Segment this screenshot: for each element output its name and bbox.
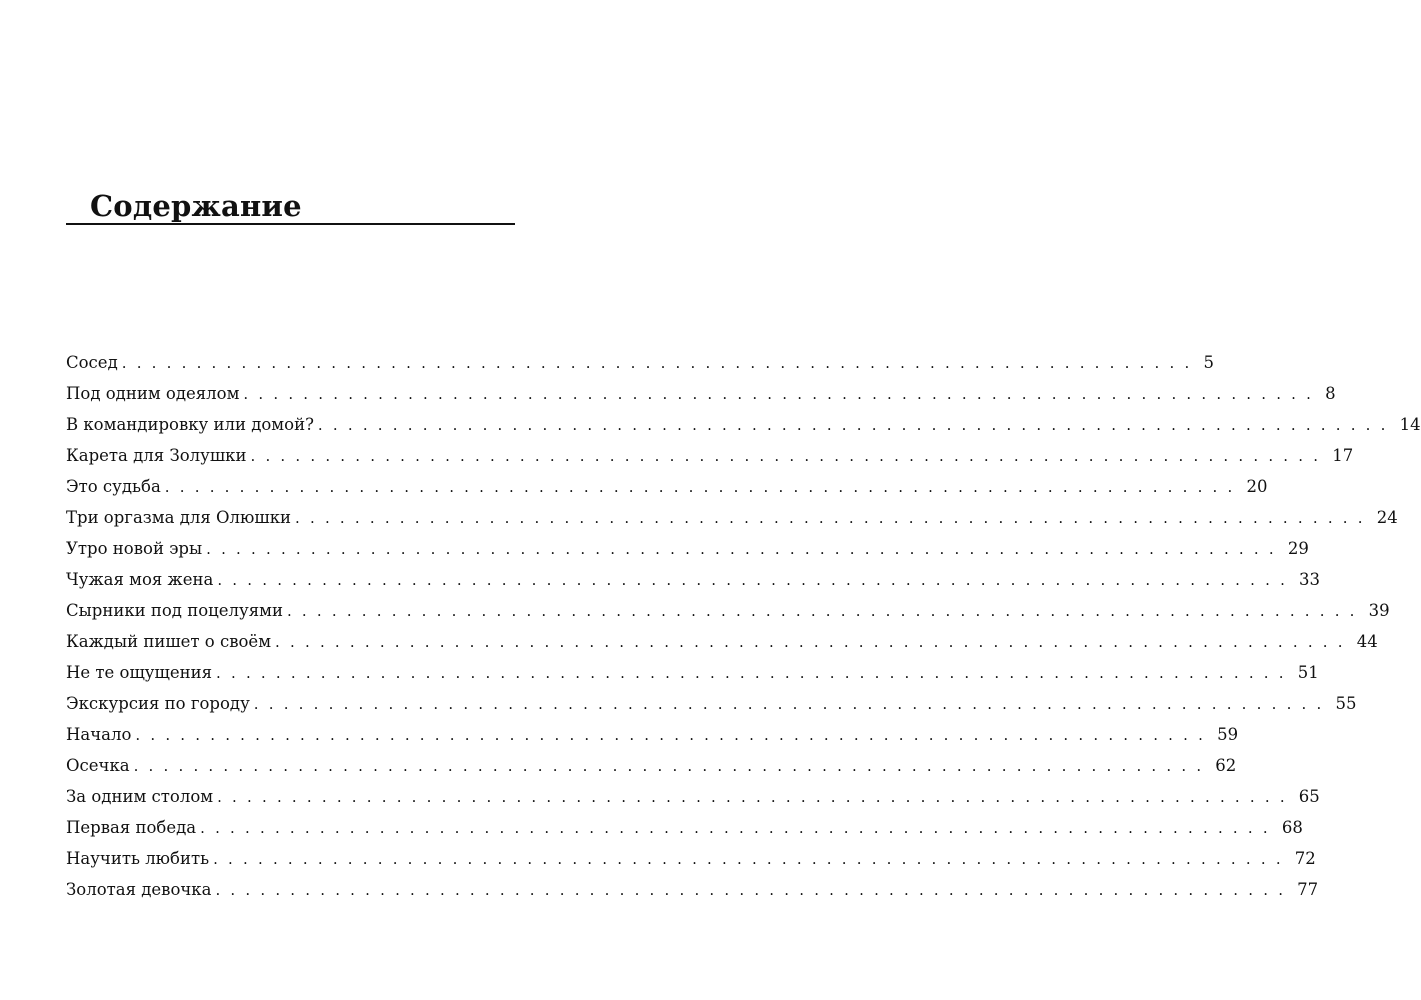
toc-dot-leader: ........................................................................ (217, 788, 1295, 806)
toc-entry-title: Первая победа (66, 818, 197, 837)
toc-dot-leader: ........................................................................ (206, 540, 1284, 558)
toc-entry[interactable] (66, 812, 1303, 843)
toc-entry-title: Экскурсия по городу (66, 694, 250, 713)
toc-page-number: 68 (1281, 818, 1303, 837)
toc-page-number: 59 (1217, 725, 1239, 744)
toc-entry[interactable] (66, 750, 1237, 781)
table-of-contents (66, 347, 1421, 905)
toc-page-number: 33 (1299, 570, 1321, 589)
toc-entry-title: Начало (66, 725, 132, 744)
toc-entry[interactable] (66, 874, 1319, 905)
toc-entry-title: Золотая девочка (66, 880, 212, 899)
toc-entry[interactable] (66, 781, 1320, 812)
toc-dot-leader: ........................................................................ (317, 416, 1396, 434)
toc-dot-leader: ........................................................................ (135, 726, 1214, 744)
toc-entry[interactable] (66, 843, 1316, 874)
page-title: Содержание (90, 189, 302, 223)
toc-dot-leader: ........................................................................ (217, 571, 1296, 589)
toc-entry-title: Не те ощущения (66, 663, 213, 682)
toc-entry-title: Каждый пишет о своём (66, 632, 272, 651)
toc-dot-leader: ........................................................................ (286, 602, 1365, 620)
toc-entry[interactable] (66, 440, 1354, 471)
toc-page-number: 55 (1335, 694, 1357, 713)
toc-dot-leader: ........................................................................ (253, 695, 1332, 713)
toc-entry[interactable] (66, 688, 1357, 719)
toc-entry-title: За одним столом (66, 787, 214, 806)
toc-entry[interactable] (66, 595, 1390, 626)
toc-entry[interactable] (66, 533, 1309, 564)
toc-entry[interactable] (66, 471, 1268, 502)
toc-entry-title: В командировку или домой? (66, 415, 314, 434)
toc-page-number: 5 (1203, 353, 1214, 372)
toc-page-number: 77 (1297, 880, 1319, 899)
title-rule (66, 223, 515, 225)
toc-dot-leader: ........................................................................ (216, 664, 1294, 682)
toc-page-number: 17 (1332, 446, 1354, 465)
toc-entry[interactable] (66, 347, 1214, 378)
toc-dot-leader: ........................................................................ (164, 478, 1243, 496)
toc-entry-title: Утро новой эры (66, 539, 203, 558)
toc-entry[interactable] (66, 657, 1319, 688)
toc-entry-title: Сосед (66, 353, 118, 372)
toc-dot-leader: ........................................................................ (215, 881, 1294, 899)
toc-page-number: 29 (1287, 539, 1309, 558)
toc-entry-title: Осечка (66, 756, 130, 775)
toc-dot-leader: ........................................................................ (275, 633, 1353, 651)
toc-dot-leader: ........................................................................ (200, 819, 1278, 837)
toc-entry[interactable] (66, 564, 1321, 595)
toc-page-number: 14 (1399, 415, 1421, 434)
toc-page-number: 8 (1325, 384, 1336, 403)
toc-page-number: 20 (1246, 477, 1268, 496)
toc-dot-leader: ........................................................................ (250, 447, 1329, 465)
toc-entry-title: Научить любить (66, 849, 210, 868)
toc-page-number: 62 (1215, 756, 1237, 775)
toc-entry-title: Сырники под поцелуями (66, 601, 283, 620)
toc-entry[interactable] (66, 626, 1378, 657)
toc-dot-leader: ........................................................................ (295, 509, 1373, 527)
toc-page-number: 65 (1298, 787, 1320, 806)
toc-dot-leader: ........................................................................ (243, 385, 1322, 403)
toc-page-number: 24 (1376, 508, 1398, 527)
toc-dot-leader: ........................................................................ (121, 354, 1200, 372)
toc-entry[interactable] (66, 409, 1421, 440)
toc-dot-leader: ........................................................................ (133, 757, 1212, 775)
toc-entry-title: Три оргазма для Олюшки (66, 508, 292, 527)
toc-page-number: 44 (1356, 632, 1378, 651)
toc-entry-title: Чужая моя жена (66, 570, 214, 589)
toc-entry[interactable] (66, 502, 1398, 533)
toc-page-number: 39 (1368, 601, 1390, 620)
toc-entry[interactable] (66, 719, 1239, 750)
toc-page-number: 72 (1294, 849, 1316, 868)
toc-entry[interactable] (66, 378, 1336, 409)
toc-page-number: 51 (1297, 663, 1319, 682)
toc-entry-title: Под одним одеялом (66, 384, 240, 403)
toc-entry-title: Это судьба (66, 477, 161, 496)
toc-entry-title: Карета для Золушки (66, 446, 247, 465)
toc-dot-leader: ........................................................................ (213, 850, 1291, 868)
